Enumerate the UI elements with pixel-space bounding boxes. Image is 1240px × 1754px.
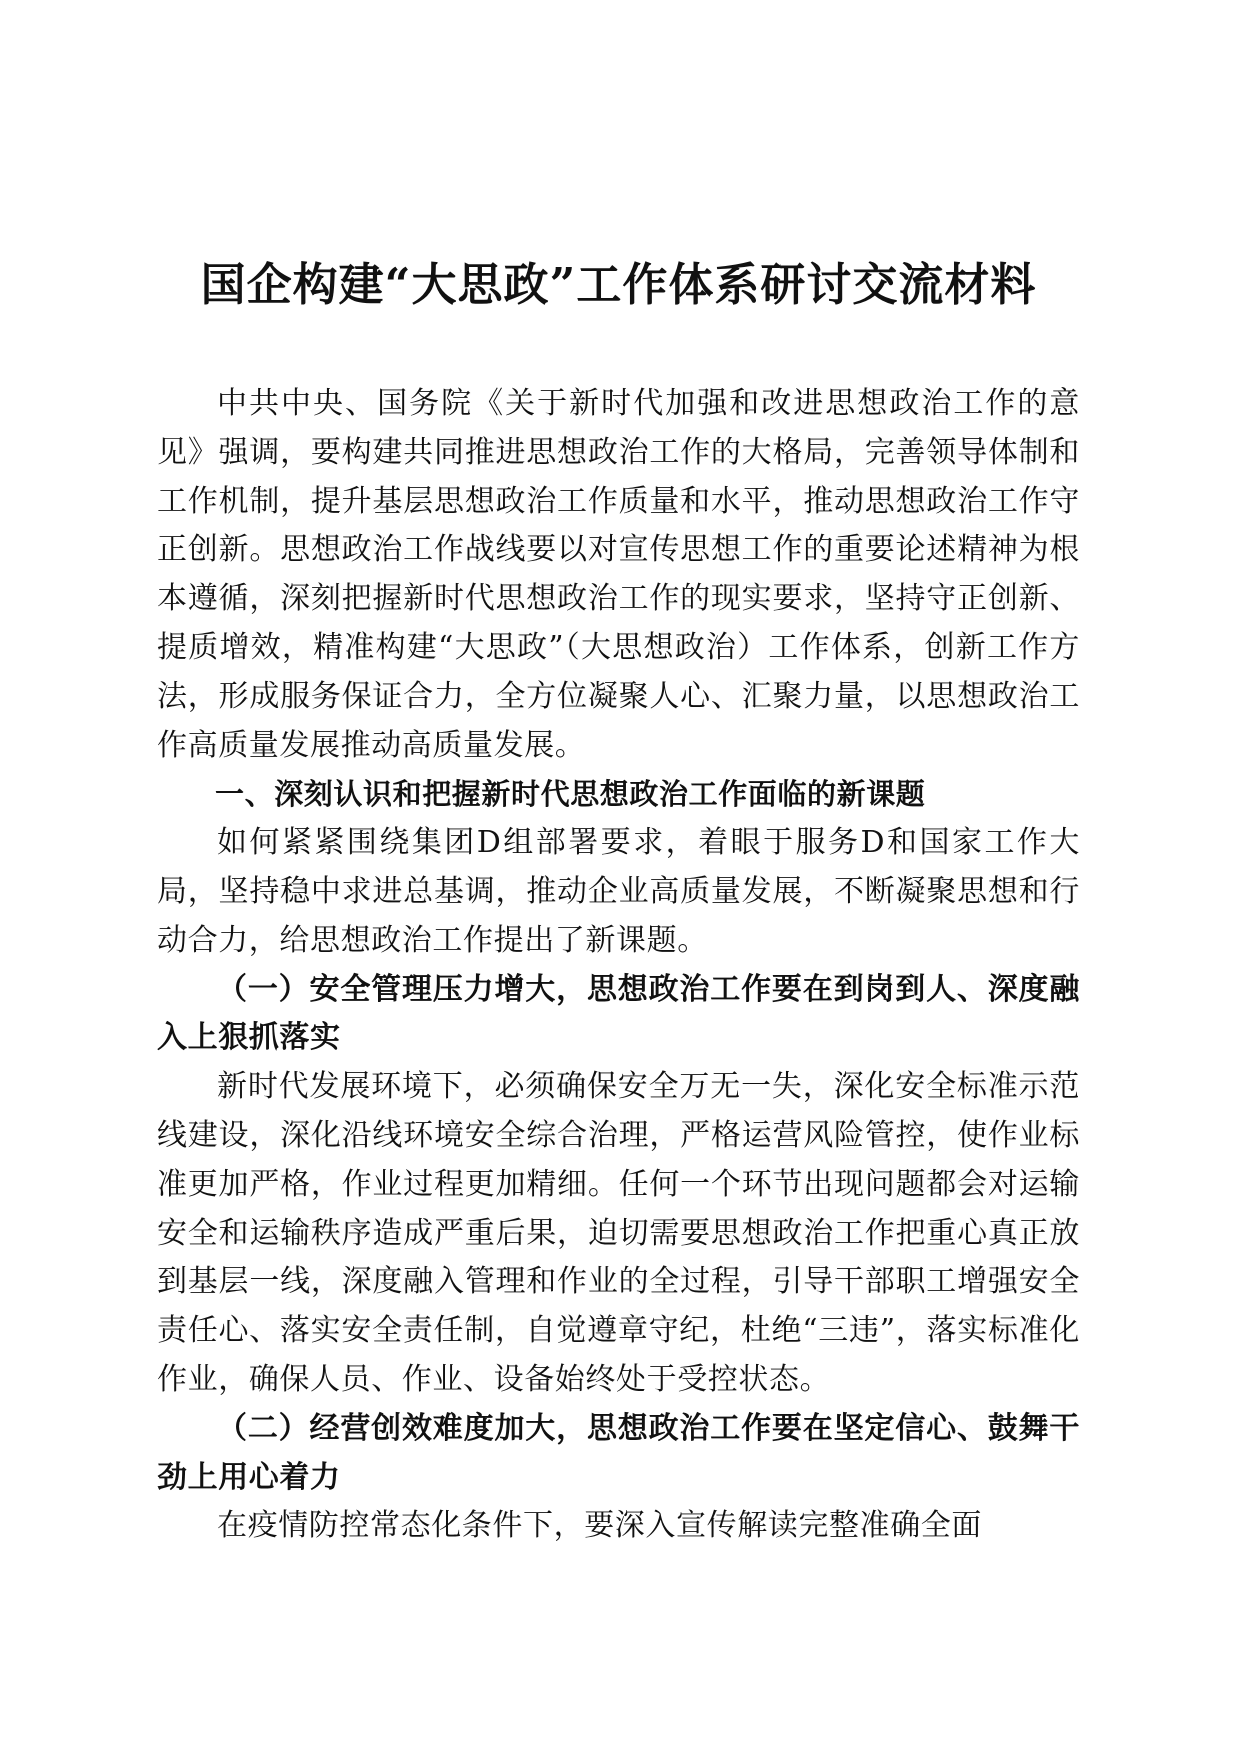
paragraph-subsection-2: 在疫情防控常态化条件下，要深入宣传解读完整准确全面 [217,1508,982,1544]
document-title: 国企构建“大思政”工作体系研讨交流材料 [200,258,1037,311]
section-heading-1: 一、深刻认识和把握新时代思想政治工作面临的新课题 [215,777,926,812]
subsection-heading-1: （一）安全管理压力增大，思想政治工作要在到岗到人、深度融入上狠抓落实 [157,971,1080,1056]
paragraph-subsection-1: 新时代发展环境下，必须确保安全万无一失，深化安全标准示范线建设，深化沿线环境安全综合治理，严格运营风险管控，使作业标准更加严格，作业过程更加精细。任何一个环节出现问题都会对运输安全和运输秩序造成严重后果，迫切需要思想政治工作把重心真正放到基层一线，深度融入管理和作业的全过程，引导干部职工增强安全责任心、落实安全责任制，自觉遵章守纪，杜绝“三违”，落实标准化作业，确保人员、作业、设备始终处于受控状态。 [157,1069,1080,1397]
paragraph-section-1: 如何紧紧围绕集团D组部署要求，着眼于服务D和国家工作大局，坚持稳中求进总基调，推动企业高质量发展，不断凝聚思想和行动合力，给思想政治工作提出了新课题。 [157,825,1080,958]
document-body [157,380,1080,1551]
paragraph-intro: 中共中央、国务院《关于新时代加强和改进思想政治工作的意见》强调，要构建共同推进思想政治工作的大格局，完善领导体制和工作机制，提升基层思想政治工作质量和水平，推动思想政治工作守正创新。思想政治工作战线要以对宣传思想工作的重要论述精神为根本遵循，深刻把握新时代思想政治工作的现实要求，坚持守正创新、提质增效，精准构建“大思政”（大思想政治）工作体系，创新工作方法，形成服务保证合力，全方位凝聚人心、汇聚力量，以思想政治工作高质量发展推动高质量发展。 [157,386,1080,763]
subsection-heading-2: （二）经营创效难度加大，思想政治工作要在坚定信心、鼓舞干劲上用心着力 [157,1410,1080,1495]
